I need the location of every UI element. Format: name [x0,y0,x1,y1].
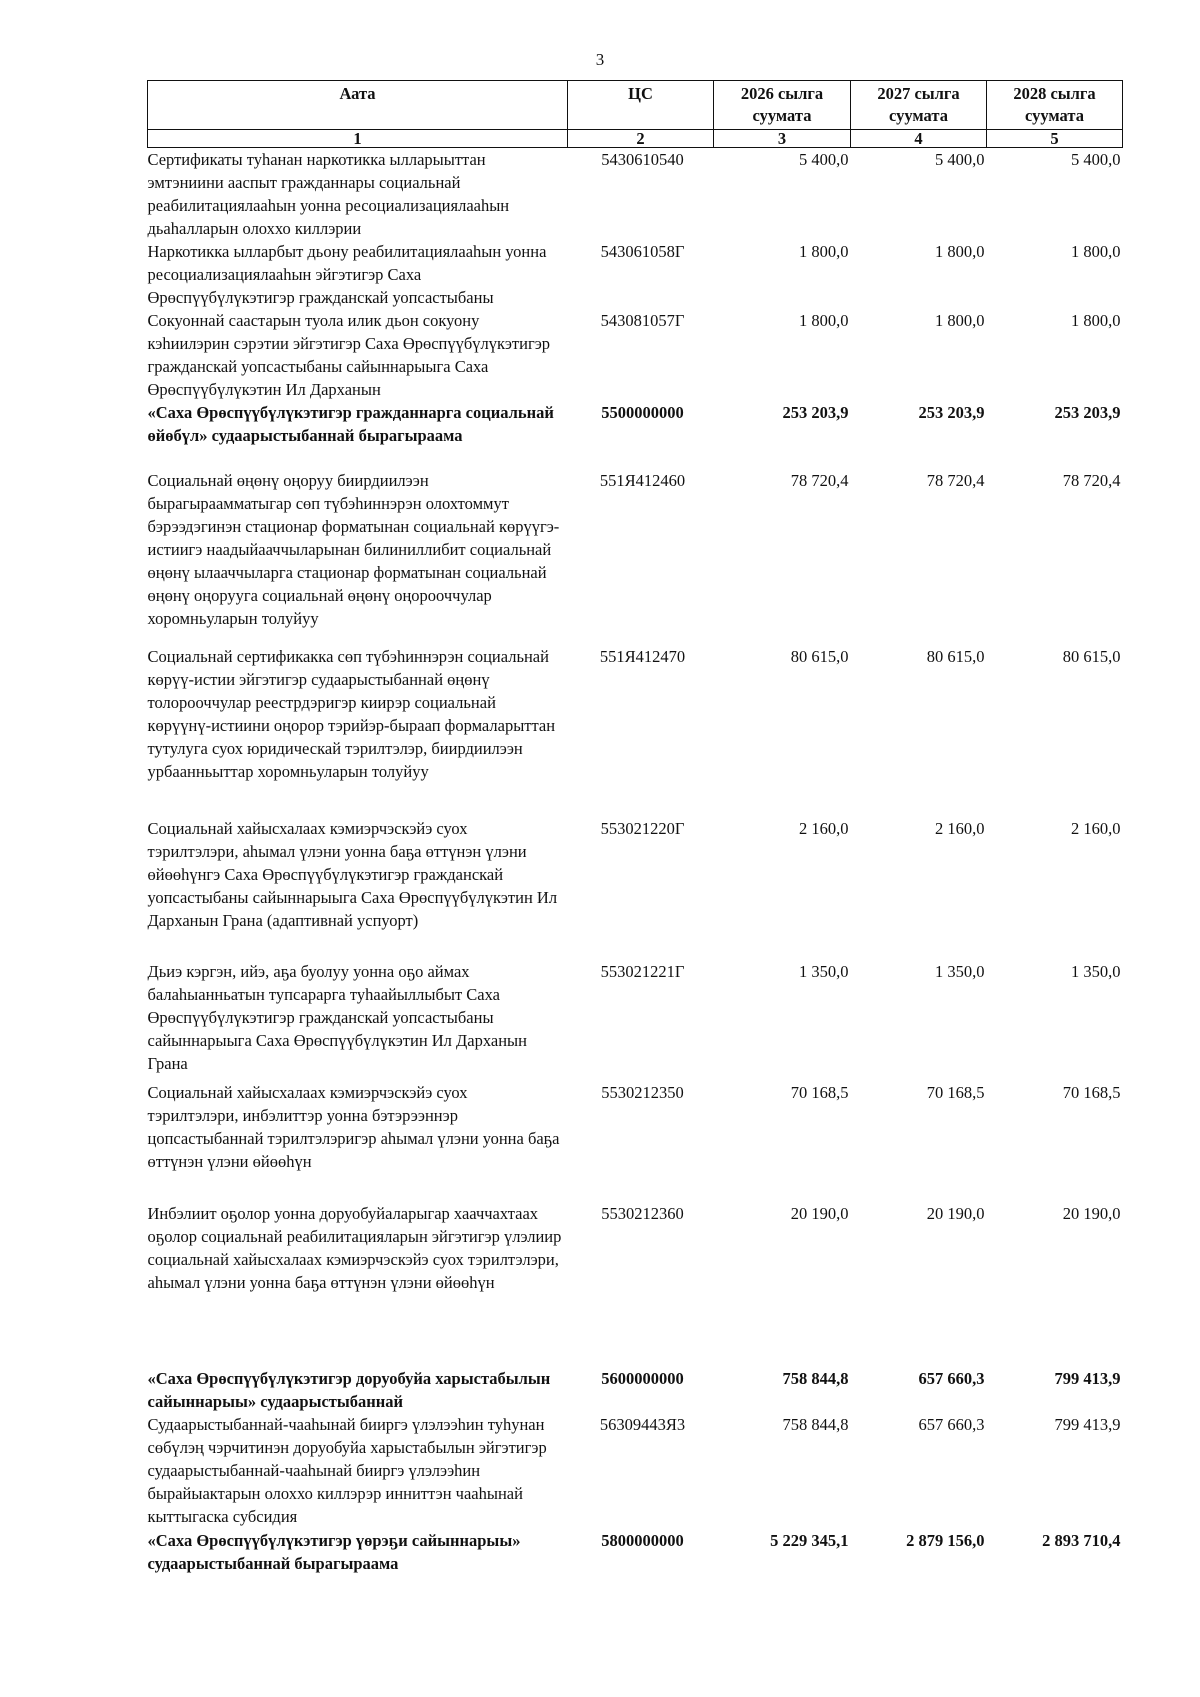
row-value-2026: 2 160,0 [799,819,849,838]
table-row [148,1202,1123,1367]
row-value-2027: 80 615,0 [926,647,985,666]
row-name: «Саха Өрөспүүбүлүкэтигэр гражданнарга социальнай өйөбүл» судаарыстыбаннай бырагыраама [147,403,554,445]
row-code: 5530212360 [601,1204,684,1223]
row-value-2028: 78 720,4 [1062,471,1121,490]
page-number: 3 [595,50,605,69]
row-name: Сертификаты туһанан наркотикка ылларыыттан эмтэниини ааспыт гражданнары социальнай реабилитациялааһын уонна ресоциализациялааһын дьаһалларын олоххо киллэрии [147,150,510,238]
row-value-2027: 2 160,0 [935,819,985,838]
row-value-2027: 1 800,0 [935,242,985,261]
row-code: 56309443Я3 [599,1415,686,1434]
table-row [148,817,1123,960]
table-row [148,960,1123,1081]
row-code: 543061058Г [600,242,685,261]
row-name: Социальнай сертификакка сөп түбэһиннэрэн социальнай көрүү-истии эйгэтигэр судаарыстыбаннай өңөнү толорооччулар реестрдэригэр киирэр социальнай көрүүнү-истиини оңорор тэрийэр-быраап формаларыттан тутулуга суох юридическай тэрилтэлэр, биирдиилээн урбаанньыттар хоромньуларын толуйуу [147,647,556,781]
row-value-2026: 758 844,8 [782,1369,849,1388]
row-name: Наркотикка ылларбыт дьону реабилитациялааһын уонна ресоциализациялааһын эйгэтигэр Саха Өрөспүүбүлүкэтигэр гражданскай уопсастыбаны [147,242,547,307]
row-value-2027: 1 350,0 [935,962,985,981]
header-code: ЦС [568,81,714,130]
row-code: 5800000000 [601,1531,684,1550]
row-code: 5530212350 [601,1083,684,1102]
table-row [148,645,1123,817]
row-code: 5600000000 [601,1369,684,1388]
row-value-2028: 2 160,0 [1071,819,1121,838]
column-number: 2 [568,130,714,148]
header-2027: 2027 сылга суумата [851,81,987,130]
row-value-2028: 2 893 710,4 [1042,1531,1121,1550]
row-value-2028: 1 800,0 [1071,311,1121,330]
row-value-2028: 80 615,0 [1062,647,1121,666]
table-row [148,469,1123,645]
column-number: 5 [987,130,1123,148]
row-name: Социальнай хайысхалаах кэмиэрчэскэйэ суох тэрилтэлэри, аһымал үлэни уонна баҕа өттүнэн үлэни өйөөһүнгэ Саха Өрөспүүбүлүкэтигэр гражданскай уопсастыбаны сайыннарыыга Саха Өрөспүүбүлүкэтин Ил Дарханын Грана (адаптивнай успуорт) [147,819,558,930]
row-value-2028: 799 413,9 [1054,1369,1121,1388]
row-value-2026: 253 203,9 [782,403,849,422]
table-row-program [148,1367,1123,1413]
table-row [148,309,1123,401]
row-value-2027: 5 400,0 [935,150,985,169]
row-value-2027: 1 800,0 [935,311,985,330]
row-value-2028: 799 413,9 [1054,1415,1121,1434]
header-2028: 2028 сылга суумата [987,81,1123,130]
row-name: «Саха Өрөспүүбүлүкэтигэр доруобуйа харыстабылын сайыннарыы» судаарыстыбаннай [147,1369,551,1411]
row-value-2026: 5 229 345,1 [770,1531,849,1550]
row-value-2027: 20 190,0 [926,1204,985,1223]
table-row-program [148,401,1123,469]
row-value-2026: 758 844,8 [782,1415,849,1434]
row-code: 551Я412470 [599,647,686,666]
row-code: 5430610540 [601,150,684,169]
row-code: 553021221Г [600,962,685,981]
row-value-2028: 253 203,9 [1054,403,1121,422]
column-number: 4 [851,130,987,148]
table-row [148,1081,1123,1202]
table-row [148,1413,1123,1529]
row-value-2026: 1 800,0 [799,311,849,330]
row-value-2026: 1 800,0 [799,242,849,261]
row-value-2026: 80 615,0 [790,647,849,666]
row-value-2027: 657 660,3 [918,1415,985,1434]
row-value-2026: 78 720,4 [790,471,849,490]
header-name: Аата [148,81,568,130]
row-code: 551Я412460 [599,471,686,490]
row-value-2026: 70 168,5 [790,1083,849,1102]
table-body [148,148,1123,1576]
row-code: 543081057Г [600,311,685,330]
budget-table [147,80,1123,1575]
column-number: 1 [148,130,568,148]
row-name: Социальнай өңөнү оңоруу биирдиилээн бырагыраамматыгар сөп түбэһиннэрэн олохтоммут бэрээдэгинэн стационар форматынан социальнай көрүүгэ-истиигэ наадыйааччыларынан билиниллибит социальнай өңөнү ылааччыларга стационар форматынан социальнай өңөнү оңоруугa социальнай өңөнү оңорооччулар хоромньуларын толуйуу [147,471,560,628]
row-value-2028: 20 190,0 [1062,1204,1121,1223]
row-name: Судаарыстыбаннай-чааһынай бииргэ үлэлээһин туһунан сөбүлэң чэрчитинэн доруобуйа харыстабылын эйгэтигэр судаарыстыбаннай-чааһынай бииргэ үлэлээһин бырайыактарын олоххо киллэрэр инниттэн чааһынай кыттыгаска субсидия [147,1415,547,1526]
row-value-2027: 78 720,4 [926,471,985,490]
row-code: 5500000000 [601,403,684,422]
row-name: Инбэлиит оҕолор уонна доруобуйаларыгар хааччахтаах оҕолор социальнай реабилитацияларын эйгэтигэр үлэлиир социальнай хайысхалаах кэмиэрчэскэйэ суох тэрилтэлэри, аһымал үлэни уонна баҕа өттүнэн үлэни өйөөһүн [147,1204,562,1292]
row-name: Сокуоннай саастарын туола илик дьон сокуону кэһиилэрин сэрэтии эйгэтигэр Саха Өрөспүүбүлүкэтигэр гражданскай уопсастыбаны сайыннарыыга Саха Өрөспүүбүлүкэтин Ил Дарханын [147,311,551,399]
row-value-2026: 1 350,0 [799,962,849,981]
row-value-2026: 5 400,0 [799,150,849,169]
row-value-2028: 1 350,0 [1071,962,1121,981]
column-number: 3 [714,130,851,148]
row-value-2027: 657 660,3 [918,1369,985,1388]
table-row-program [148,1529,1123,1575]
table-header-row [148,81,1123,130]
row-value-2027: 253 203,9 [918,403,985,422]
table-row [148,240,1123,309]
row-name: Дьиэ кэргэн, ийэ, аҕа буолуу уонна оҕо аймах балаһыанньатын тупсарарга туһаайыллыбыт Саха Өрөспүүбүлүкэтигэр гражданскай уопсастыбаны сайыннарыыга Саха Өрөспүүбүлүкэтин Ил Дарханын Грана [147,962,527,1073]
row-value-2028: 5 400,0 [1071,150,1121,169]
row-value-2026: 20 190,0 [790,1204,849,1223]
row-value-2027: 2 879 156,0 [906,1531,985,1550]
row-name: «Саха Өрөспүүбүлүкэтигэр үөрэҕи сайыннарыы» судаарыстыбаннай бырагыраама [147,1531,521,1573]
table-row [148,148,1123,241]
row-value-2028: 1 800,0 [1071,242,1121,261]
row-value-2028: 70 168,5 [1062,1083,1121,1102]
column-number-row [148,130,1123,148]
row-code: 553021220Г [600,819,685,838]
row-name: Социальнай хайысхалаах кэмиэрчэскэйэ суох тэрилтэлэри, инбэлиттэр уонна бэтэрээннэр цопсастыбаннай тэрилтэлэригэр аһымал үлэни уонна баҕа өттүнэн үлэни өйөөһүн [147,1083,560,1171]
row-value-2027: 70 168,5 [926,1083,985,1102]
header-2026: 2026 сылга суумата [714,81,851,130]
